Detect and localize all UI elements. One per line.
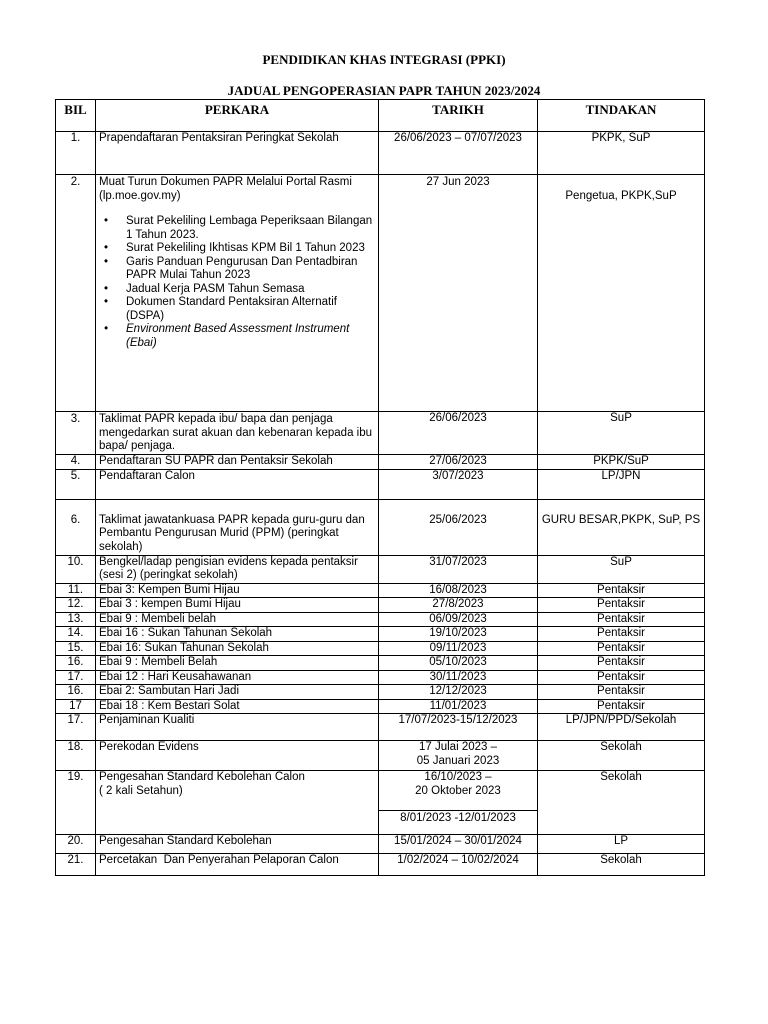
bullet-icon: • (104, 242, 109, 254)
cell-perkara: Taklimat jawatankuasa PAPR kepada guru-guru dan Pembantu Pengurusan Murid (PPM) (peringkat sekolah) (96, 499, 379, 555)
cell-tindakan: Sekolah (538, 854, 705, 876)
cell-perkara: Ebai 3 : kempen Bumi Hijau (96, 598, 379, 613)
table-row (56, 412, 705, 455)
cell-perkara: Pendaftaran SU PAPR dan Pentaksir Sekolah (96, 455, 379, 470)
cell-tarikh: 25/06/2023 (379, 499, 538, 555)
cell-perkara: Ebai 2: Sambutan Hari Jadi (96, 685, 379, 700)
table-row (56, 670, 705, 685)
cell-tarikh: 16/08/2023 (379, 583, 538, 598)
cell-perkara: Ebai 9 : Membeli Belah (96, 656, 379, 671)
schedule-title: JADUAL PENGOPERASIAN PAPR TAHUN 2023/2024 (227, 83, 541, 98)
cell-bil: 17 (56, 699, 96, 714)
cell-tarikh: 1/02/2024 – 10/02/2024 (379, 854, 538, 876)
tarikh-line: 17 Julai 2023 – (418, 741, 497, 753)
cell-perkara: Percetakan Dan Penyerahan Pelaporan Calon (96, 854, 379, 876)
cell-bil: 5. (56, 469, 96, 499)
cell-perkara: Perekodan Evidens (96, 741, 379, 771)
list-item: • Jadual Kerja PASM Tahun Semasa (104, 282, 305, 295)
cell-perkara: Taklimat PAPR kepada ibu/ bapa dan penjaga mengedarkan surat akuan dan kebenaran kepada ibu bapa/ penjaga. (96, 412, 379, 455)
cell-tarikh: 19/10/2023 (379, 627, 538, 642)
cell-perkara: Ebai 16 : Sukan Tahunan Sekolah (96, 627, 379, 642)
cell-bil: 1. (56, 132, 96, 175)
perkara-line: Pengesahan Standard Kebolehan Calon (99, 771, 305, 783)
tarikh-line: 20 Oktober 2023 (415, 784, 501, 797)
list-item: • Surat Pekeliling Lembaga Peperiksaan Bilangan 1 Tahun 2023. (104, 215, 373, 241)
document-title: PENDIDIKAN KHAS INTEGRASI (PPKI) (262, 52, 506, 67)
table-row (56, 835, 705, 854)
cell-tarikh: 06/09/2023 (379, 612, 538, 627)
tarikh-line: 05 Januari 2023 (416, 754, 500, 767)
table-row (56, 685, 705, 700)
cell-tindakan: GURU BESAR,PKPK, SuP, PS (538, 499, 705, 555)
cell-tarikh: 27/06/2023 (379, 455, 538, 470)
table-row (56, 771, 705, 835)
cell-tarikh: 30/11/2023 (379, 670, 538, 685)
cell-tarikh: 26/06/2023 (379, 412, 538, 455)
row2-perkara-text: Muat Turun Dokumen PAPR Melalui Portal Rasmi (lp.moe.gov.my) (99, 176, 352, 202)
header-bil: BIL (56, 100, 96, 132)
cell-bil: 11. (56, 583, 96, 598)
cell-bil: 21. (56, 854, 96, 876)
cell-perkara: Bengkel/ladap pengisian evidens kepada pentaksir (sesi 2) (peringkat sekolah) (96, 555, 379, 583)
cell-tarikh: 11/01/2023 (379, 699, 538, 714)
table-row (56, 175, 705, 412)
cell-tarikh: 05/10/2023 (379, 656, 538, 671)
cell-tindakan: Pentaksir (538, 656, 705, 671)
bullet-icon: • (104, 323, 109, 335)
cell-tindakan: Sekolah (538, 771, 705, 835)
tarikh-line: 8/01/2023 -12/01/2023 (379, 810, 537, 826)
schedule-table (55, 99, 705, 876)
table-row (56, 656, 705, 671)
cell-tarikh: 26/06/2023 – 07/07/2023 (379, 132, 538, 175)
cell-perkara (96, 771, 379, 835)
bullet-icon: • (104, 215, 109, 227)
cell-bil: 2. (56, 175, 96, 412)
list-item: • Environment Based Assessment Instrument (Ebai) (104, 323, 350, 349)
table-row (56, 455, 705, 470)
cell-tindakan: LP/JPN (538, 469, 705, 499)
bullet-icon: • (104, 296, 109, 308)
cell-perkara: Pendaftaran Calon (96, 469, 379, 499)
cell-bil: 13. (56, 612, 96, 627)
table-row (56, 854, 705, 876)
cell-tarikh: 12/12/2023 (379, 685, 538, 700)
header-tarikh: TARIKH (379, 100, 538, 132)
table-row (56, 598, 705, 613)
table-row (56, 612, 705, 627)
list-item: • Garis Panduan Pengurusan Dan Pentadbiran PAPR Mulai Tahun 2023 (104, 255, 358, 281)
table-row (56, 469, 705, 499)
table-row (56, 583, 705, 598)
cell-perkara: Ebai 3: Kempen Bumi Hijau (96, 583, 379, 598)
table-row (56, 741, 705, 771)
cell-perkara: Ebai 16: Sukan Tahunan Sekolah (96, 641, 379, 656)
cell-bil: 15. (56, 641, 96, 656)
table-row (56, 699, 705, 714)
cell-tindakan: Pentaksir (538, 670, 705, 685)
cell-perkara: Prapendaftaran Pentaksiran Peringkat Sekolah (96, 132, 379, 175)
cell-bil: 10. (56, 555, 96, 583)
table-row (56, 627, 705, 642)
cell-tarikh (379, 741, 538, 771)
cell-tarikh: 15/01/2024 – 30/01/2024 (379, 835, 538, 854)
cell-perkara: Penjaminan Kualiti (96, 714, 379, 741)
table-row (56, 499, 705, 555)
cell-tindakan: SuP (538, 555, 705, 583)
cell-bil: 16. (56, 656, 96, 671)
perkara-line: ( 2 kali Setahun) (99, 784, 183, 797)
list-item: • Surat Pekeliling Ikhtisas KPM Bil 1 Tahun 2023 (104, 242, 365, 254)
table-row (56, 132, 705, 175)
table-header-row (56, 100, 705, 132)
header-perkara: PERKARA (96, 100, 379, 132)
cell-tindakan: PKPK/SuP (538, 455, 705, 470)
cell-tarikh: 17/07/2023-15/12/2023 (379, 714, 538, 741)
cell-bil: 17. (56, 670, 96, 685)
cell-bil: 14. (56, 627, 96, 642)
cell-tindakan: PKPK, SuP (538, 132, 705, 175)
cell-tindakan: Pentaksir (538, 627, 705, 642)
cell-tindakan: Pentaksir (538, 598, 705, 613)
cell-tarikh: 27 Jun 2023 (379, 175, 538, 412)
cell-tarikh (379, 771, 538, 835)
cell-tarikh: 3/07/2023 (379, 469, 538, 499)
cell-tindakan: LP/JPN/PPD/Sekolah (538, 714, 705, 741)
cell-tarikh: 31/07/2023 (379, 555, 538, 583)
list-item: • Dokumen Standard Pentaksiran Alternatif (DSPA) (104, 296, 337, 322)
cell-tindakan: Pentaksir (538, 685, 705, 700)
cell-bil: 18. (56, 741, 96, 771)
cell-perkara (96, 175, 379, 412)
bullet-icon: • (104, 255, 109, 268)
cell-tindakan: LP (538, 835, 705, 854)
bullet-icon: • (104, 282, 109, 295)
tarikh-line: 16/10/2023 – (424, 771, 492, 783)
cell-tarikh: 27/8/2023 (379, 598, 538, 613)
cell-tindakan: SuP (538, 412, 705, 455)
cell-perkara: Ebai 9 : Membeli belah (96, 612, 379, 627)
cell-tindakan: Pentaksir (538, 641, 705, 656)
table-row (56, 714, 705, 741)
table-row (56, 555, 705, 583)
cell-tindakan: Sekolah (538, 741, 705, 771)
cell-bil: 19. (56, 771, 96, 835)
cell-tindakan: Pentaksir (538, 699, 705, 714)
cell-bil: 6. (56, 499, 96, 555)
table-row (56, 641, 705, 656)
cell-bil: 12. (56, 598, 96, 613)
document-list (99, 215, 375, 350)
cell-tarikh: 09/11/2023 (379, 641, 538, 656)
cell-tindakan: Pentaksir (538, 612, 705, 627)
header-tindakan: TINDAKAN (538, 100, 705, 132)
cell-bil: 4. (56, 455, 96, 470)
cell-bil: 16. (56, 685, 96, 700)
cell-tindakan: Pengetua, PKPK,SuP (538, 175, 705, 412)
cell-bil: 3. (56, 412, 96, 455)
cell-bil: 17. (56, 714, 96, 741)
cell-bil: 20. (56, 835, 96, 854)
cell-perkara: Ebai 18 : Kem Bestari Solat (96, 699, 379, 714)
cell-perkara: Ebai 12 : Hari Keusahawanan (96, 670, 379, 685)
cell-tindakan: Pentaksir (538, 583, 705, 598)
cell-perkara: Pengesahan Standard Kebolehan (96, 835, 379, 854)
